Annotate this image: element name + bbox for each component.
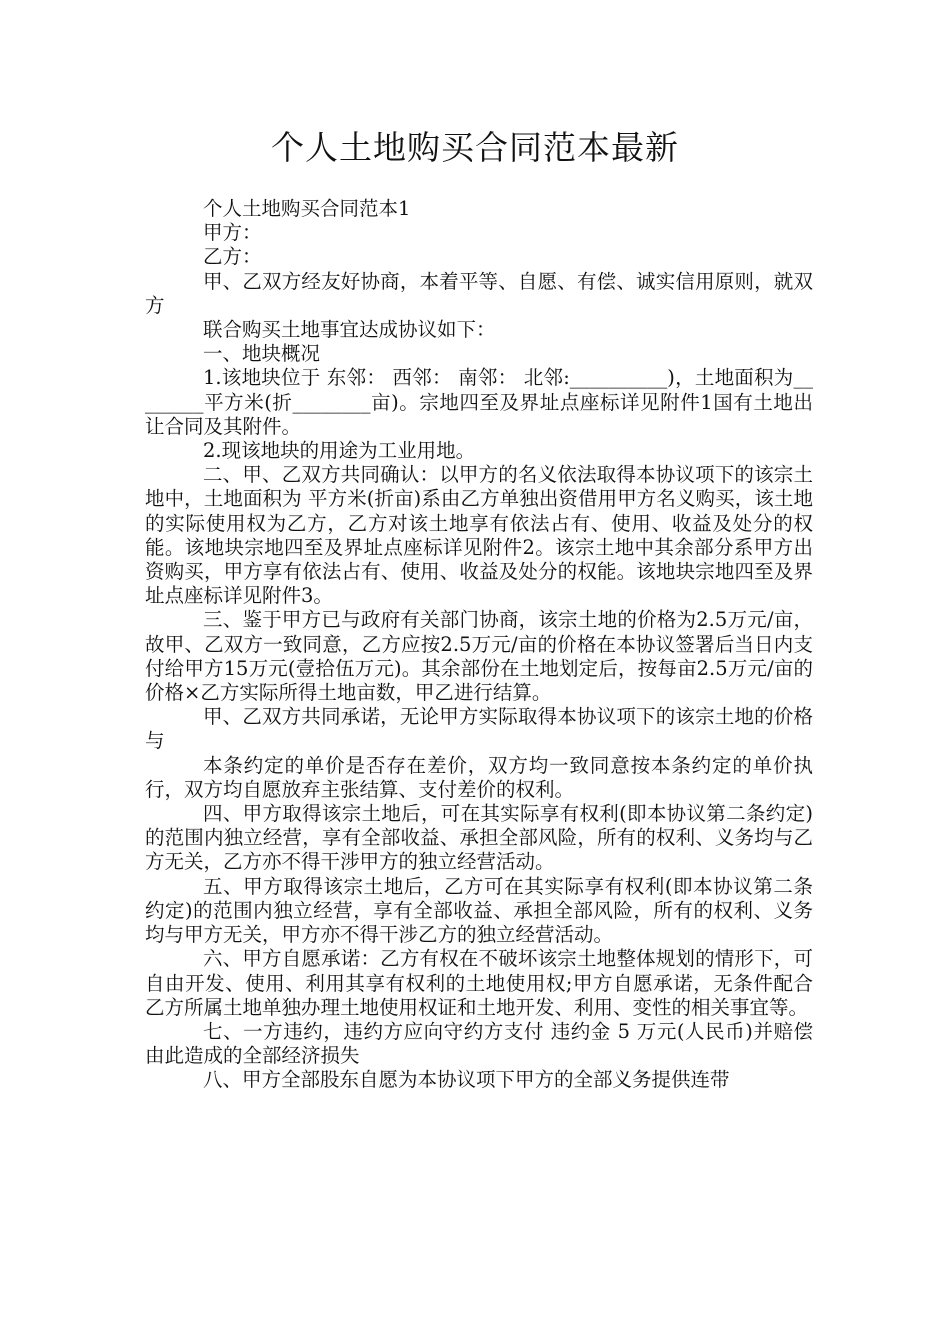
document-body: [145, 197, 813, 1093]
paragraph-section-3-price-terms: 本条约定的单价是否存在差价，双方均一致同意按本条约定的单价执行，双方均自愿放弃主张结算、支付差价的权利。: [145, 753, 813, 801]
paragraph-section-1-item-2: 2.现该地块的用途为工业用地。: [203, 439, 476, 463]
paragraph-party-b: 乙方：: [203, 245, 262, 269]
paragraph-agreement-intro: 联合购买土地事宜达成协议如下：: [203, 318, 496, 342]
paragraph-contract-heading: 个人土地购买合同范本1: [203, 197, 411, 220]
paragraph-party-a: 甲方：: [203, 221, 262, 245]
paragraph-section-3-commitment: 甲、乙双方共同承诺，无论甲方实际取得本协议项下的该宗土地的价格与: [145, 705, 813, 753]
paragraph-section-1-item-1: 1.该地块位于 东邻： 西邻： 南邻： 北邻:__________)，土地面积为________平方米(折________亩)。宗地四至及界址点座标详见附件1国有土地出让合同及其附件。: [145, 366, 813, 438]
paragraph-section-6: 六、甲方自愿承诺：乙方有权在不破坏该宗土地整体规划的情形下，可自由开发、使用、利用其享有权利的土地使用权;甲方自愿承诺，无条件配合乙方所属土地单独办理土地使用权证和土地开发、利用、变性的相关事宜等。: [145, 947, 813, 1019]
paragraph-section-5: 五、甲方取得该宗土地后，乙方可在其实际享有权利(即本协议第二条约定)的范围内独立经营，享有全部收益、承担全部风险，所有的权利、义务均与甲方无关，甲方亦不得干涉乙方的独立经营活动。: [145, 874, 813, 947]
paragraph-section-4: 四、甲方取得该宗土地后，可在其实际享有权利(即本协议第二条约定)的范围内独立经营，享有全部收益、承担全部风险，所有的权利、义务均与乙方无关，乙方亦不得干涉甲方的独立经营活动。: [145, 802, 813, 874]
paragraph-section-1-heading: 一、地块概况: [203, 342, 321, 366]
paragraph-section-7: 七、一方违约，违约方应向守约方支付 违约金 5 万元(人民币)并赔偿由此造成的全部经济损失: [145, 1019, 813, 1068]
paragraph-section-2: 二、甲、乙双方共同确认：以甲方的名义依法取得本协议项下的该宗土地中，土地面积为 平方米(折亩)系由乙方单独出资借用甲方名义购买，该土地的实际使用权为乙方，乙方对该土地享有依法占有、使用、收益及处分的权能。该地块宗地四至及界址点座标详见附件2。该宗土地中其余部分系甲方出资购买，甲方享有依法占有、使用、收益及处分的权能。该地块宗地四至及界址点座标详见附件3。: [145, 463, 813, 608]
paragraph-section-3: 三、鉴于甲方已与政府有关部门协商，该宗土地的价格为2.5万元/亩，故甲、乙双方一致同意，乙方应按2.5万元/亩的价格在本协议签署后当日内支付给甲方15万元(壹拾伍万元)。其余部份在土地划定后，按每亩2.5万元/亩的价格×乙方实际所得土地亩数，甲乙进行结算。: [145, 608, 813, 705]
document-title: 个人土地购买合同范本最新: [271, 128, 679, 167]
paragraph-section-8: 八、甲方全部股东自愿为本协议项下甲方的全部义务提供连带: [203, 1068, 730, 1092]
paragraph-preamble: 甲、乙双方经友好协商，本着平等、自愿、有偿、诚实信用原则，就双方: [145, 269, 813, 317]
